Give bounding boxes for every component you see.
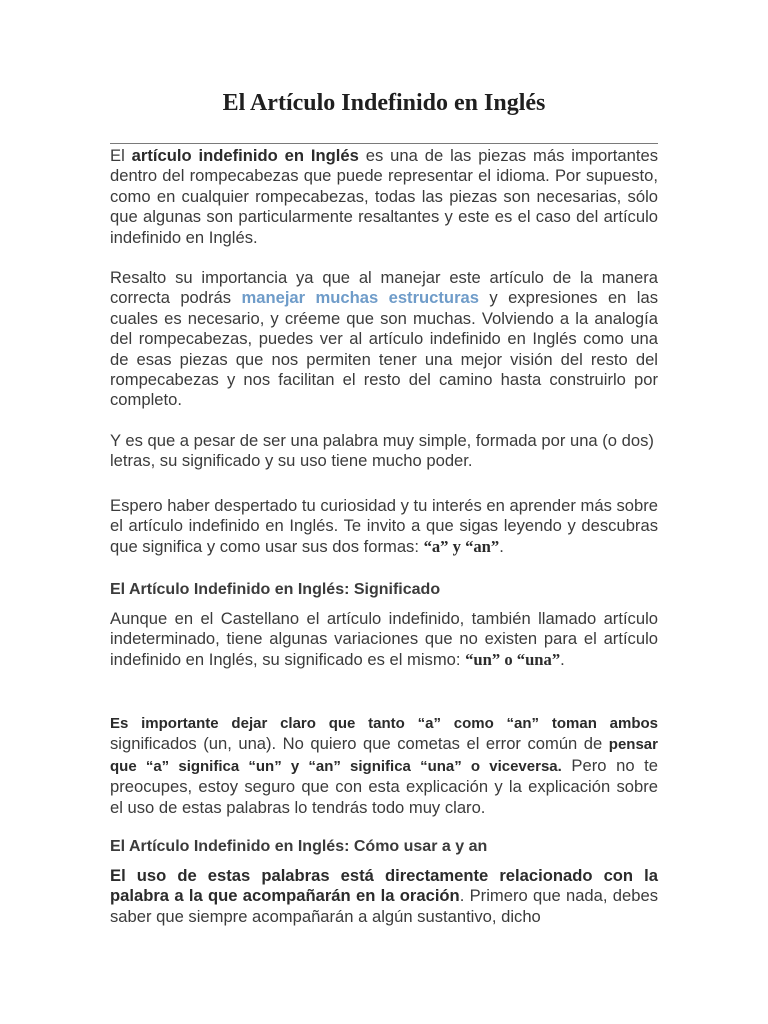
paragraph-significado-pre: Aunque en el Castellano el artículo indefinido, también llamado artículo indeterminado, tiene algunas variaciones que no existen para el artículo indefinido en Inglés, su significado es el mismo: <box>110 609 658 669</box>
document-title: El Artículo Indefinido en Inglés <box>222 90 546 116</box>
paragraph-curiosity-pre: Espero haber despertado tu curiosidad y tu interés en aprender más sobre el artículo indefinido en Inglés. Te invito a que sigas leyendo y descubras que significa y como usar sus dos formas: <box>110 496 658 556</box>
paragraph-intro <box>110 146 658 248</box>
title-divider <box>110 143 658 144</box>
paragraph-importante <box>110 713 658 818</box>
paragraph-intro-bold: artículo indefinido en Inglés <box>131 146 359 165</box>
paragraph-importante-bold2: pensar que “a” significa “un” y “an” significa “una” o viceversa. <box>110 736 658 775</box>
paragraph-intro-post: es una de las piezas más importantes dentro del rompecabezas que puede representar el idioma. Por supuesto, como en cualquier rompecabezas, todas las piezas son necesarias, sólo que algunas son particularmente resaltantes y este es el caso del artículo indefinido en Inglés. <box>110 146 658 247</box>
paragraph-importance <box>110 268 658 411</box>
paragraph-simple-word <box>110 431 658 472</box>
paragraph-significado-post: . <box>560 649 565 669</box>
paragraph-importante-post: Pero no te preocupes, estoy seguro que con esta explicación y la explicación sobre el uso de estas palabras lo tendrás todo muy claro. <box>110 755 658 817</box>
paragraph-significado-bold: “un” o “una” <box>465 649 561 669</box>
paragraph-curiosity-post: . <box>499 536 504 556</box>
paragraph-curiosity-forms: “a” y “an” <box>423 536 500 556</box>
heading-significado: El Artículo Indefinido en Inglés: Significado <box>110 581 441 598</box>
paragraph-importance-pre: Resalto su importancia ya que al manejar este artículo de la manera correcta podrás <box>110 268 658 308</box>
paragraph-uso <box>110 866 658 927</box>
heading-como-usar: El Artículo Indefinido en Inglés: Cómo usar a y an <box>110 838 488 855</box>
paragraph-uso-bold: El uso de estas palabras está directamente relacionado con la palabra a la que acompañarán en la oración <box>110 866 658 906</box>
paragraph-simple-word-text: Y es que a pesar de ser una palabra muy simple, formada por una (o dos) letras, su significado y su uso tiene mucho poder. <box>110 431 654 471</box>
paragraph-uso-post: . Primero que nada, debes saber que siempre acompañarán a algún sustantivo, dicho <box>110 886 659 926</box>
paragraph-intro-pre: El <box>110 146 132 165</box>
paragraph-importante-bold1: Es importante dejar claro que tanto “a” como “an” toman ambos <box>110 715 658 732</box>
link-manejar-estructuras[interactable]: manejar muchas estructuras <box>241 288 479 308</box>
paragraph-importante-mid: significados (un, una). No quiero que cometas el error común de <box>110 734 609 754</box>
paragraph-significado <box>110 609 658 670</box>
paragraph-curiosity <box>110 496 658 557</box>
paragraph-importance-post: y expresiones en las cuales es necesario, y créeme que son muchas. Volviendo a la analogía del rompecabezas, puedes ver al artículo indefinido en Inglés como una de esas piezas que nos permiten tener una mejor visión del resto del rompecabezas y nos facilitan el resto del camino hasta construirlo por completo. <box>110 288 658 410</box>
